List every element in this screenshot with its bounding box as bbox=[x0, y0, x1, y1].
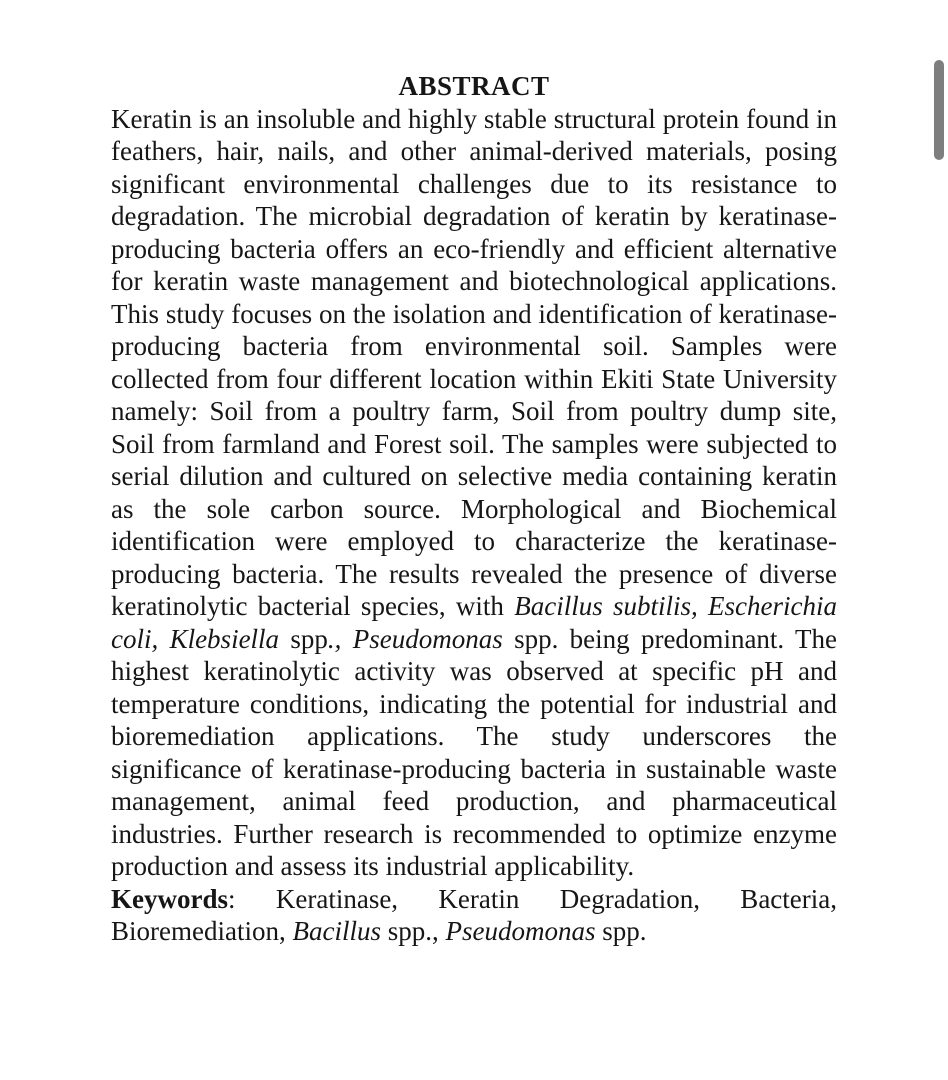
keywords-paragraph bbox=[111, 883, 837, 948]
abstract-section bbox=[111, 70, 837, 948]
text-segment-regular: spp bbox=[279, 623, 328, 654]
text-segment-italic: ., Pseudomonas bbox=[327, 623, 503, 654]
scrollbar-thumb[interactable] bbox=[934, 60, 944, 160]
text-segment-bold: Keywords bbox=[111, 883, 228, 914]
text-segment-regular: spp. bbox=[595, 916, 647, 946]
text-segment-regular: spp., bbox=[380, 916, 446, 946]
text-segment-italic: Bacillus bbox=[292, 916, 381, 946]
text-segment-regular: Keratin is an insoluble and highly stable structural protein found in feathers, hair, nails, and other animal-derived materials, posing significant environmental challenges due to its resistance to degradation. The microbial degradation of keratin by keratinase-producing bacteria offers an eco-friendly and efficient alternative for keratin waste management and biotechnological applications. This study focuses on the isolation and identification of keratinase-producing bacteria from environmental soil. Samples were collected from four different location within Ekiti State University namely: Soil from a poultry farm, Soil from poultry dump site, Soil from farmland and Forest soil. The samples were subjected to serial dilution and cultured on selective media containing keratin as the sole carbon source. Morphological and Biochemical identification were employed to characterize the keratinase-producing bacteria. The results revealed the presence of diverse keratinolytic bacterial species, with bbox=[111, 103, 837, 621]
text-segment-italic: Pseudomonas bbox=[445, 916, 596, 946]
abstract-title: ABSTRACT bbox=[398, 71, 550, 101]
abstract-paragraph bbox=[111, 103, 837, 883]
text-segment-italic: Bacillus subtilis, Escherichia coli, Klebsiella bbox=[111, 591, 837, 654]
text-segment-regular: : Keratinase, Keratin Degradation, Bacteria, Bioremediation, bbox=[111, 883, 837, 946]
text-segment-regular: spp. being predominant. The highest keratinolytic activity was observed at specific pH and temperature conditions, indicating the potential for industrial and bioremediation applications. The study underscores the significance of keratinase-producing bacteria in sustainable waste management, animal feed production, and pharmaceutical industries. Further research is recommended to optimize enzyme production and assess its industrial applicability. bbox=[111, 623, 837, 881]
